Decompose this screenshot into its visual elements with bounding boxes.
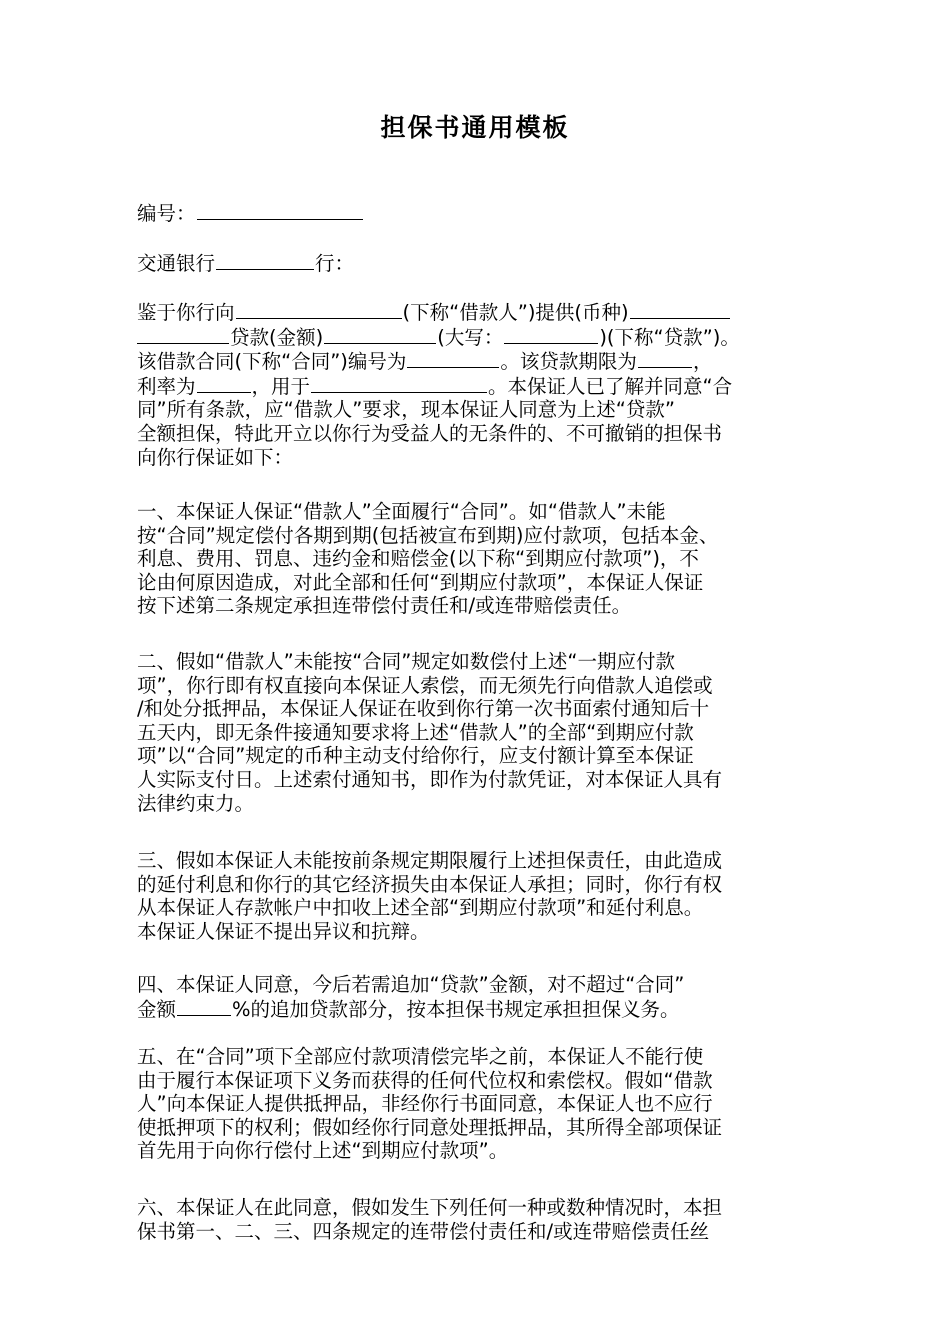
clause-line: 一、本保证人保证“借款人”全面履行“合同”。如“借款人”未能 xyxy=(137,500,666,523)
clause-line: 利息、费用、罚息、违约金和赔偿金(以下称“到期应付款项”)，不 xyxy=(137,547,699,571)
currency-blank-cont[interactable] xyxy=(137,325,229,344)
number-blank[interactable] xyxy=(197,201,363,220)
clause-line: 首先用于向你行偿付上述“到期应付款项”。 xyxy=(137,1139,509,1163)
clause-line: 本保证人保证不提出异议和抗辩。 xyxy=(137,919,430,943)
contract-number-blank[interactable] xyxy=(407,349,499,368)
clause-line: 二、假如“借款人”未能按“合同”规定如数偿付上述“一期应付款 xyxy=(137,650,676,673)
document-title: 担保书通用模板 xyxy=(380,113,570,142)
clause-4 xyxy=(137,973,813,1021)
intro-text: 贷款(金额) xyxy=(230,325,324,349)
bank-branch-blank[interactable] xyxy=(216,251,314,270)
clause-1 xyxy=(137,500,813,618)
currency-blank[interactable] xyxy=(630,300,730,319)
clause-line: 五、在“合同”项下全部应付款项清偿完毕之前，本保证人不能行使 xyxy=(137,1045,704,1068)
intro-paragraph xyxy=(137,300,813,469)
clause-line: 使抵押项下的权利；假如经你行同意处理抵押品，其所得全部项保证 xyxy=(137,1115,723,1139)
bank-prefix: 交通银行 xyxy=(137,252,216,275)
clause-line: 项”，你行即有权直接向本保证人索偿，而无须先行向借款人追偿或 xyxy=(137,673,713,697)
clause-line: /和处分抵押品，本保证人保证在收到你行第一次书面索付通知后十 xyxy=(137,697,710,721)
clause-line: 三、假如本保证人未能按前条规定期限履行上述担保责任，由此造成 xyxy=(137,849,723,872)
intro-text: ，用于 xyxy=(251,374,311,398)
intro-text: (下称“借款人”)提供(币种) xyxy=(402,301,629,324)
clause-line: 项”以“合同”规定的币种主动支付给你行，应支付额计算至本保证 xyxy=(137,744,694,768)
clause-line: 保书第一、二、三、四条规定的连带偿付责任和/或连带赔偿责任丝 xyxy=(137,1219,710,1243)
number-label: 编号： xyxy=(137,202,196,225)
purpose-blank[interactable] xyxy=(311,374,487,393)
interest-rate-blank[interactable] xyxy=(197,374,251,393)
intro-text: 鉴于你行向 xyxy=(137,301,235,324)
intro-text: 该借款合同(下称“合同”)编号为 xyxy=(137,350,407,374)
borrower-blank[interactable] xyxy=(236,300,402,319)
number-line xyxy=(137,201,813,226)
intro-text: 全额担保，特此开立以你行为受益人的无条件的、不可撤销的担保书 xyxy=(137,421,723,445)
intro-text: 向你行保证如下： xyxy=(137,445,294,469)
clause-line: 按下述第二条规定承担连带偿付责任和/或连带赔偿责任。 xyxy=(137,594,632,618)
clause-line: 按“合同”规定偿付各期到期(包括被宣布到期)应付款项，包括本金、 xyxy=(137,523,719,547)
clause-line: 六、本保证人在此同意，假如发生下列任何一种或数种情况时，本担 xyxy=(137,1196,723,1219)
intro-text: 。该贷款期限为 xyxy=(500,350,637,374)
intro-text: 利率为 xyxy=(137,374,196,398)
intro-text: ， xyxy=(692,350,713,374)
clause-2 xyxy=(137,650,813,815)
clause-3 xyxy=(137,849,813,943)
clause-line: 法律约束力。 xyxy=(137,791,255,815)
clause-line: 五天内，即无条件接通知要求将上述“借款人”的全部“到期应付款 xyxy=(137,720,694,744)
clause-line: 从本保证人存款帐户中扣收上述全部“到期应付款项”和延付利息。 xyxy=(137,896,704,920)
intro-text: 同”所有条款，应“借款人”要求，现本保证人同意为上述“贷款” xyxy=(137,398,676,422)
percent-blank[interactable] xyxy=(177,997,231,1016)
loan-term-blank[interactable] xyxy=(638,349,692,368)
clause-line: 人”向本保证人提供抵押品，非经你行书面同意，本保证人也不应行 xyxy=(137,1092,713,1116)
clause-5 xyxy=(137,1045,813,1163)
intro-text: (大写： xyxy=(437,325,504,349)
intro-text: )(下称“贷款”)。 xyxy=(599,325,740,349)
clause-line: 四、本保证人同意，今后若需追加“贷款”金额，对不超过“合同” xyxy=(137,973,685,996)
clause-6 xyxy=(137,1196,813,1243)
amount-capital-blank[interactable] xyxy=(504,325,598,344)
clause-line: 人实际支付日。上述索付通知书，即作为付款凭证，对本保证人具有 xyxy=(137,767,723,791)
intro-text: 。本保证人已了解并同意“合 xyxy=(488,374,733,398)
clause-line: 的延付利息和你行的其它经济损失由本保证人承担；同时，你行有权 xyxy=(137,872,723,896)
clause-text: 金额 xyxy=(137,997,177,1021)
clause-line: 论由何原因造成，对此全部和任何“到期应付款项”，本保证人保证 xyxy=(137,570,704,594)
clause-line: 由于履行本保证项下义务而获得的任何代位权和索偿权。假如“借款 xyxy=(137,1068,713,1092)
amount-blank[interactable] xyxy=(324,325,436,344)
bank-suffix: 行： xyxy=(315,252,355,275)
clause-text: %的追加贷款部分，按本担保书规定承担担保义务。 xyxy=(232,997,680,1021)
bank-line xyxy=(137,251,813,276)
